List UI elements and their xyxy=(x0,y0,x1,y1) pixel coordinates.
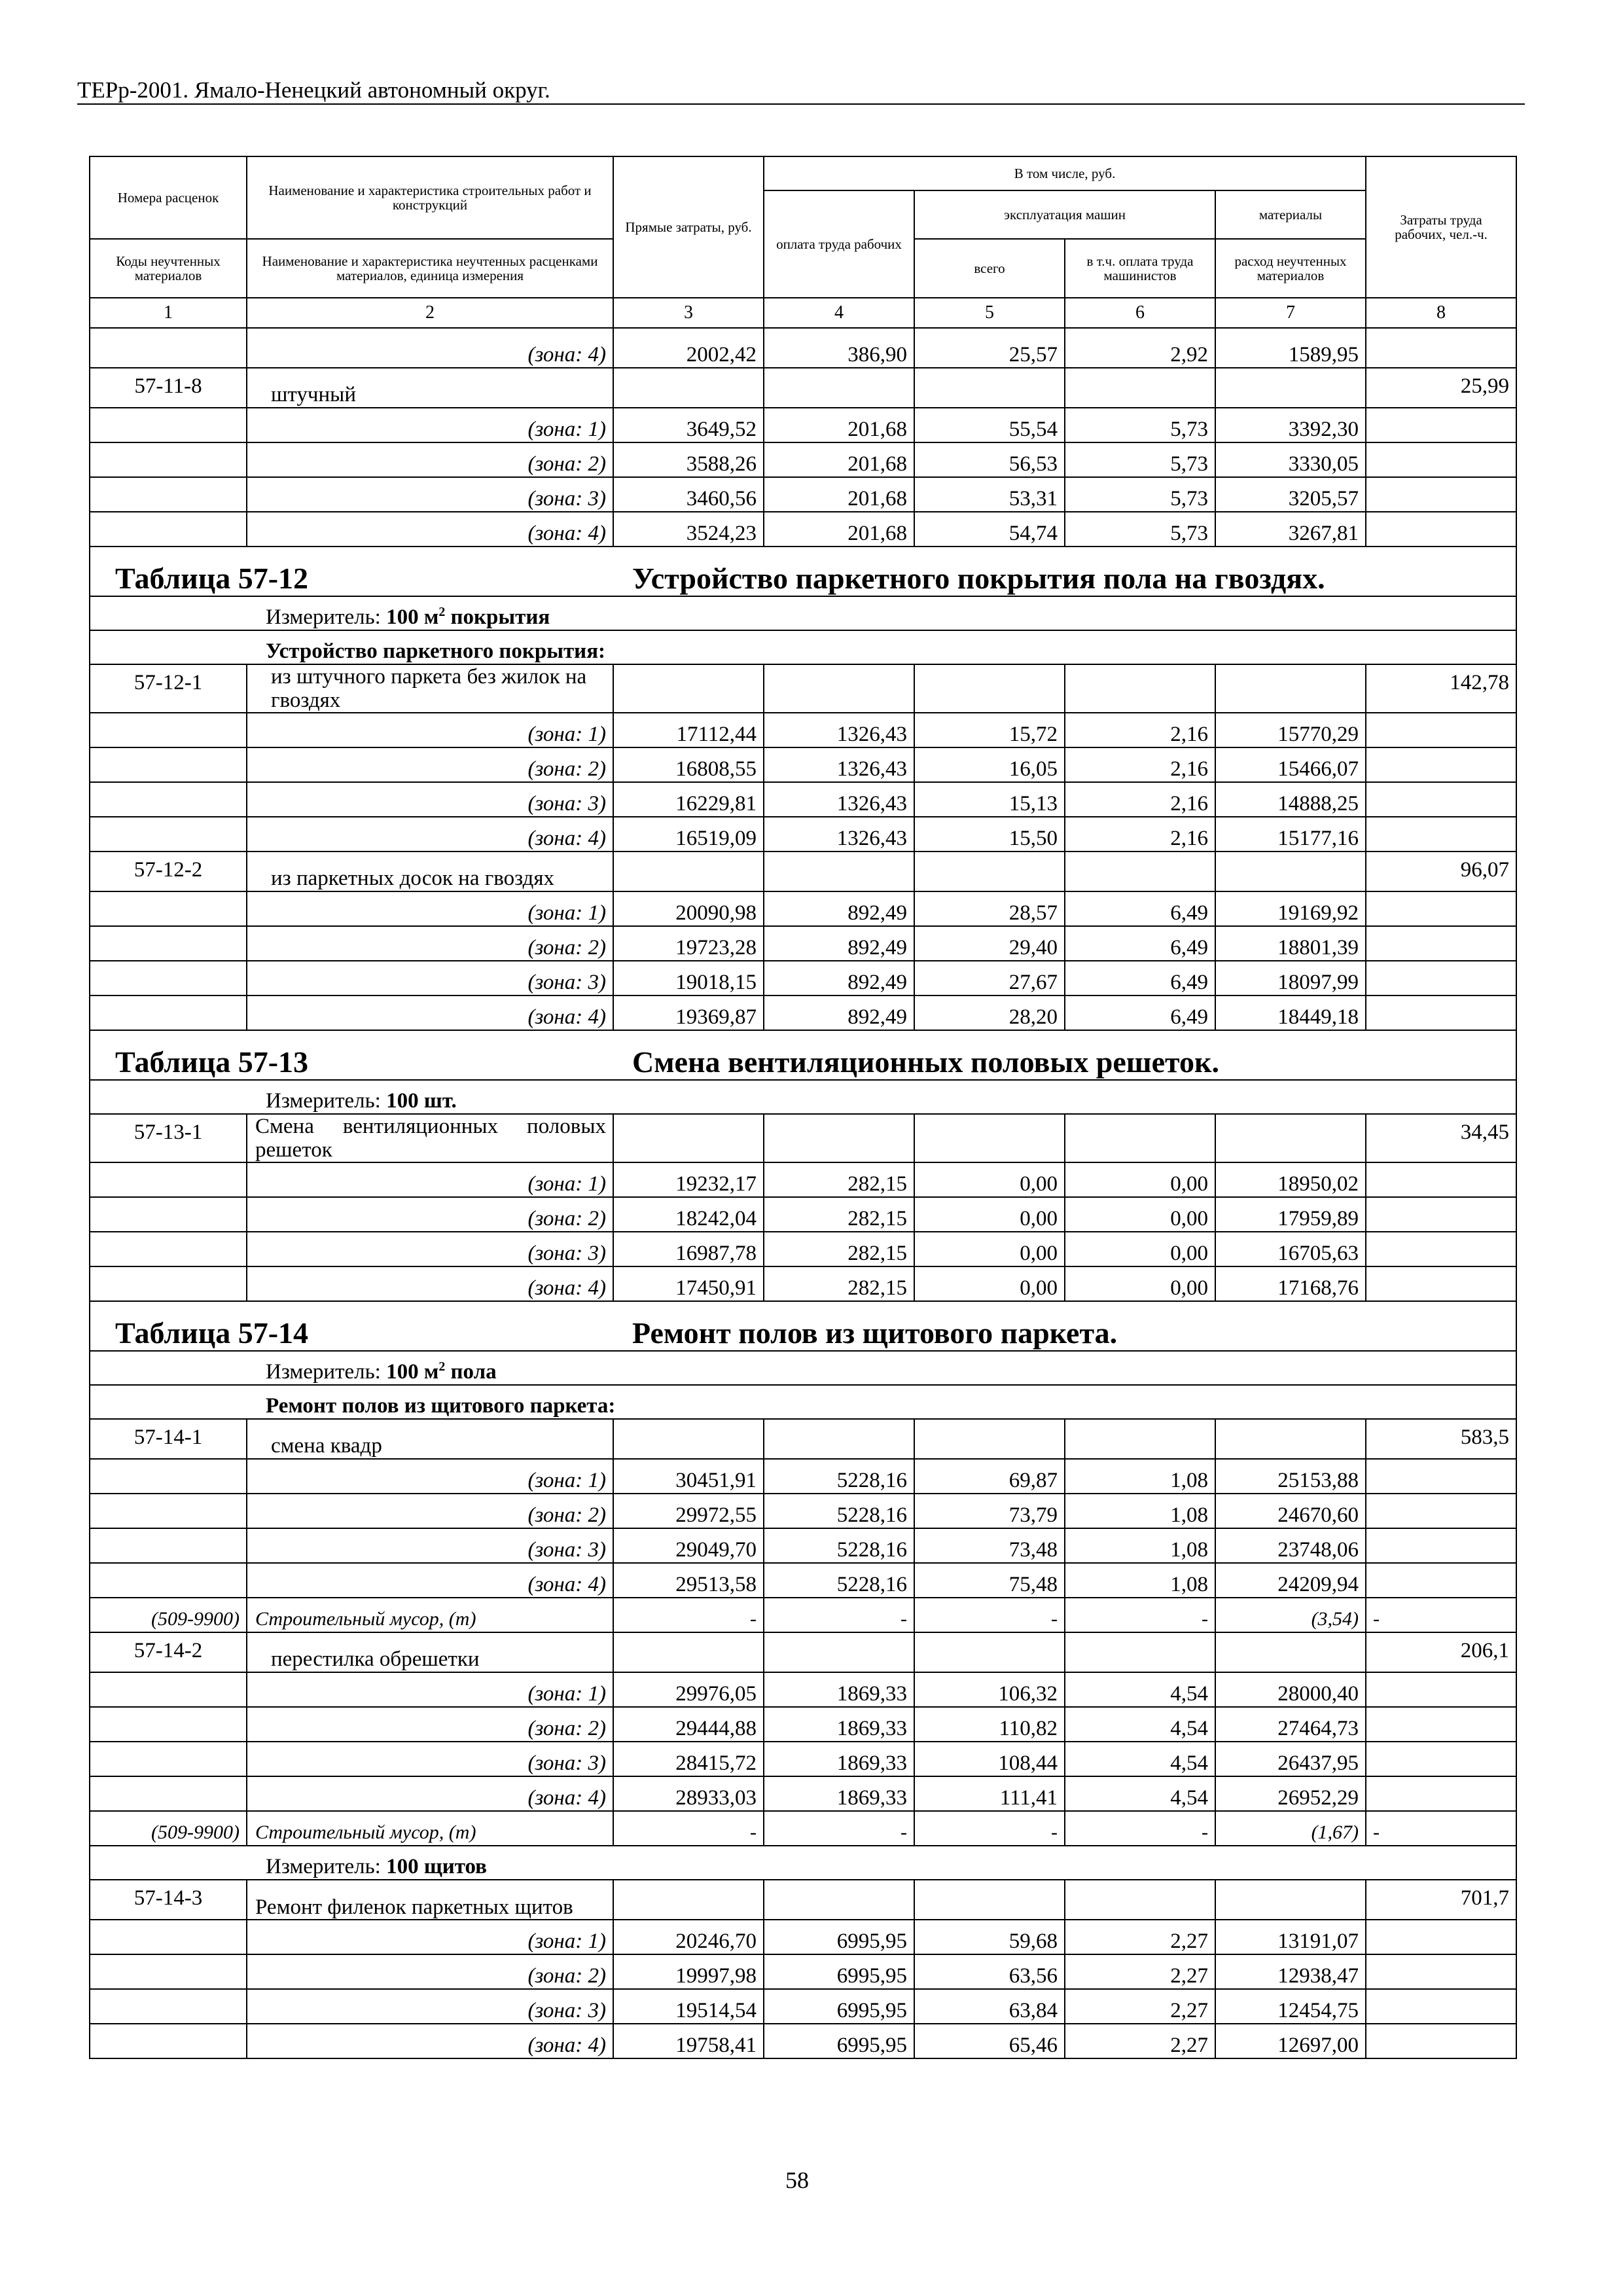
header-rule xyxy=(77,103,1525,105)
page-number: 58 xyxy=(785,2167,809,2193)
rate-code: 57-14-1 xyxy=(90,1419,247,1459)
table-row: (зона: 4) 29513,58 5228,16 75,48 1,08 24209,94 xyxy=(90,1563,1516,1598)
table-unit: Измеритель: 100 шт. xyxy=(90,1080,1516,1114)
rate-57-13-1 xyxy=(90,1114,1516,1301)
table-57-14-heading xyxy=(90,1301,1516,1419)
column-number: 7 xyxy=(1215,298,1366,328)
header-materials-unaccounted: расход неучтенных материалов xyxy=(1215,239,1366,298)
header-labor: Затраты труда рабочих, чел.-ч. xyxy=(1366,156,1516,298)
rate-description: штучный xyxy=(247,368,613,408)
table-number: Таблица 57-12 xyxy=(115,562,309,595)
table-row: (зона: 4) 3524,23 201,68 54,74 5,73 3267,81 xyxy=(90,512,1516,547)
table-unit: Измеритель: 100 $м^2$ пола xyxy=(90,1351,1516,1385)
table-row: (зона: 2) 18242,04 282,15 0,00 0,00 17959,89 xyxy=(90,1197,1516,1232)
rate-code: 57-11-8 xyxy=(90,368,247,408)
table-row xyxy=(90,1880,1516,1920)
table-number: Таблица 57-14 xyxy=(115,1316,309,1350)
table-row xyxy=(90,1114,1516,1162)
table-row: (зона: 4) 28933,03 1869,33 111,41 4,54 26952,29 xyxy=(90,1776,1516,1811)
header-including: В том числе, руб. xyxy=(764,156,1366,190)
table-row: (зона: 3) 29049,70 5228,16 73,48 1,08 23748,06 xyxy=(90,1528,1516,1563)
table-row: (зона: 1) 20246,70 6995,95 59,68 2,27 13191,07 xyxy=(90,1920,1516,1954)
rate-description: смена квадр xyxy=(247,1419,613,1459)
rate-description: перестилка обрешетки xyxy=(247,1632,613,1672)
table-row: (зона: 3) 19018,15 892,49 27,67 6,49 18097,99 xyxy=(90,961,1516,996)
labor-cost: 34,45 xyxy=(1366,1114,1516,1162)
table-57-14-unit2 xyxy=(90,1846,1516,1880)
labor-cost: 583,5 xyxy=(1366,1419,1516,1459)
column-number: 1 xyxy=(90,298,247,328)
table-row xyxy=(90,1632,1516,1672)
table-row: (зона: 4) 19758,41 6995,95 65,46 2,27 12697,00 xyxy=(90,2024,1516,2058)
table-row: (зона: 3) 3460,56 201,68 53,31 5,73 3205,57 xyxy=(90,477,1516,512)
table-row: (зона: 2) 29972,55 5228,16 73,79 1,08 24670,60 xyxy=(90,1494,1516,1528)
header-wages: оплата труда рабочих xyxy=(764,190,914,298)
material-name: Строительный мусор, (т) xyxy=(247,1598,613,1632)
column-number: 5 xyxy=(914,298,1065,328)
table-title: Ремонт полов из щитового паркета. xyxy=(632,1316,1118,1350)
rates-table xyxy=(89,156,1517,2059)
rate-57-14-3 xyxy=(90,1880,1516,2058)
table-row xyxy=(90,1419,1516,1459)
table-row: (зона: 3) 16987,78 282,15 0,00 0,00 16705,63 xyxy=(90,1232,1516,1266)
table-unit: Измеритель: 100 $м^2$ покрытия xyxy=(90,596,1516,630)
header-material-codes: Коды неучтенных материалов xyxy=(90,239,247,298)
table-row: (зона: 1) 17112,44 1326,43 15,72 2,16 15770,29 xyxy=(90,713,1516,747)
table-row xyxy=(90,368,1516,408)
column-number: 3 xyxy=(613,298,764,328)
header-materials: материалы xyxy=(1215,190,1366,239)
table-subheading: Устройство паркетного покрытия: xyxy=(90,630,1516,664)
rate-code: 57-12-2 xyxy=(90,852,247,891)
table-row: (зона: 2) 19997,98 6995,95 63,56 2,27 12938,47 xyxy=(90,1954,1516,1989)
table-row: (зона: 2) 29444,88 1869,33 110,82 4,54 27464,73 xyxy=(90,1707,1516,1742)
table-row: (зона: 1) 29976,05 1869,33 106,32 4,54 28000,40 xyxy=(90,1672,1516,1707)
labor-cost: 142,78 xyxy=(1366,664,1516,713)
labor-cost: 96,07 xyxy=(1366,852,1516,891)
header-material-names: Наименование и характеристика неучтенных расценками материалов, единица измерения xyxy=(247,239,613,298)
header-machines: эксплуатация машин xyxy=(914,190,1215,239)
table-row: (зона: 4) 2002,42 386,90 25,57 2,92 1589,95 xyxy=(90,328,1516,368)
rate-57-12-1 xyxy=(90,664,1516,852)
material-row: (509-9900) Строительный мусор, (т) - - - - (3,54) - xyxy=(90,1598,1516,1632)
table-row xyxy=(90,852,1516,891)
material-code: (509-9900) xyxy=(90,1811,247,1846)
table-row: (зона: 2) 3588,26 201,68 56,53 5,73 3330,05 xyxy=(90,442,1516,477)
rate-description: Ремонт филенок паркетных щитов xyxy=(247,1880,613,1920)
column-number: 2 xyxy=(247,298,613,328)
table-title: Смена вентиляционных половых решеток. xyxy=(632,1045,1220,1079)
table-row: (зона: 1) 3649,52 201,68 55,54 5,73 3392,30 xyxy=(90,408,1516,442)
header-work-name: Наименование и характеристика строительных работ и конструкций xyxy=(247,156,613,239)
table-row: (зона: 2) 16808,55 1326,43 16,05 2,16 15466,07 xyxy=(90,747,1516,782)
table-57-12-heading xyxy=(90,547,1516,664)
rate-code: 57-14-2 xyxy=(90,1632,247,1672)
table-header xyxy=(90,156,1516,328)
rate-57-11-8 xyxy=(90,368,1516,547)
rate-code: 57-12-1 xyxy=(90,664,247,713)
table-row: (зона: 4) 16519,09 1326,43 15,50 2,16 15177,16 xyxy=(90,817,1516,852)
table-row: (зона: 1) 30451,91 5228,16 69,87 1,08 25153,88 xyxy=(90,1459,1516,1494)
labor-cost: 206,1 xyxy=(1366,1632,1516,1672)
labor-cost: 701,7 xyxy=(1366,1880,1516,1920)
rate-code: 57-13-1 xyxy=(90,1114,247,1162)
header-direct-costs: Прямые затраты, руб. xyxy=(613,156,764,298)
table-row xyxy=(90,664,1516,713)
rate-57-14-1 xyxy=(90,1419,1516,1632)
rate-57-14-2 xyxy=(90,1632,1516,1846)
table-unit: Измеритель: 100 щитов xyxy=(90,1846,1516,1880)
rate-description: из штучного паркета без жилок на гвоздях xyxy=(247,664,613,713)
table-row: (зона: 1) 20090,98 892,49 28,57 6,49 19169,92 xyxy=(90,891,1516,926)
table-row: (зона: 4) 17450,91 282,15 0,00 0,00 17168,76 xyxy=(90,1266,1516,1301)
header-machines-total: всего xyxy=(914,239,1065,298)
column-number: 4 xyxy=(764,298,914,328)
material-row: (509-9900) Строительный мусор, (т) - - - - (1,67) - xyxy=(90,1811,1516,1846)
table-row: (зона: 3) 28415,72 1869,33 108,44 4,54 26437,95 xyxy=(90,1742,1516,1776)
labor-cost: 25,99 xyxy=(1366,368,1516,408)
table-row: (зона: 1) 19232,17 282,15 0,00 0,00 18950,02 xyxy=(90,1162,1516,1197)
column-number: 8 xyxy=(1366,298,1516,328)
document-header: ТЕРр-2001. Ямало-Ненецкий автономный округ. xyxy=(77,77,550,103)
table-subheading: Ремонт полов из щитового паркета: xyxy=(90,1385,1516,1419)
table-number: Таблица 57-13 xyxy=(115,1045,309,1079)
column-number: 6 xyxy=(1065,298,1215,328)
rate-continuation xyxy=(90,328,1516,368)
rate-description: из паркетных досок на гвоздях xyxy=(247,852,613,891)
zone-label: (зона: 4) xyxy=(247,328,613,368)
header-rate-numbers: Номера расценок xyxy=(90,156,247,239)
material-code: (509-9900) xyxy=(90,1598,247,1632)
rate-description: Смена вентиляционных половых решеток xyxy=(247,1114,613,1162)
table-row: (зона: 3) 16229,81 1326,43 15,13 2,16 14888,25 xyxy=(90,782,1516,817)
table-57-13-heading xyxy=(90,1030,1516,1114)
header-machinists: в т.ч. оплата труда машинистов xyxy=(1065,239,1215,298)
rate-57-12-2 xyxy=(90,852,1516,1030)
material-name: Строительный мусор, (т) xyxy=(247,1811,613,1846)
table-row: (зона: 4) 19369,87 892,49 28,20 6,49 18449,18 xyxy=(90,996,1516,1030)
table-row: (зона: 3) 19514,54 6995,95 63,84 2,27 12454,75 xyxy=(90,1989,1516,2024)
table-title: Устройство паркетного покрытия пола на гвоздях. xyxy=(632,562,1325,595)
rate-code: 57-14-3 xyxy=(90,1880,247,1920)
table-row: (зона: 2) 19723,28 892,49 29,40 6,49 18801,39 xyxy=(90,926,1516,961)
